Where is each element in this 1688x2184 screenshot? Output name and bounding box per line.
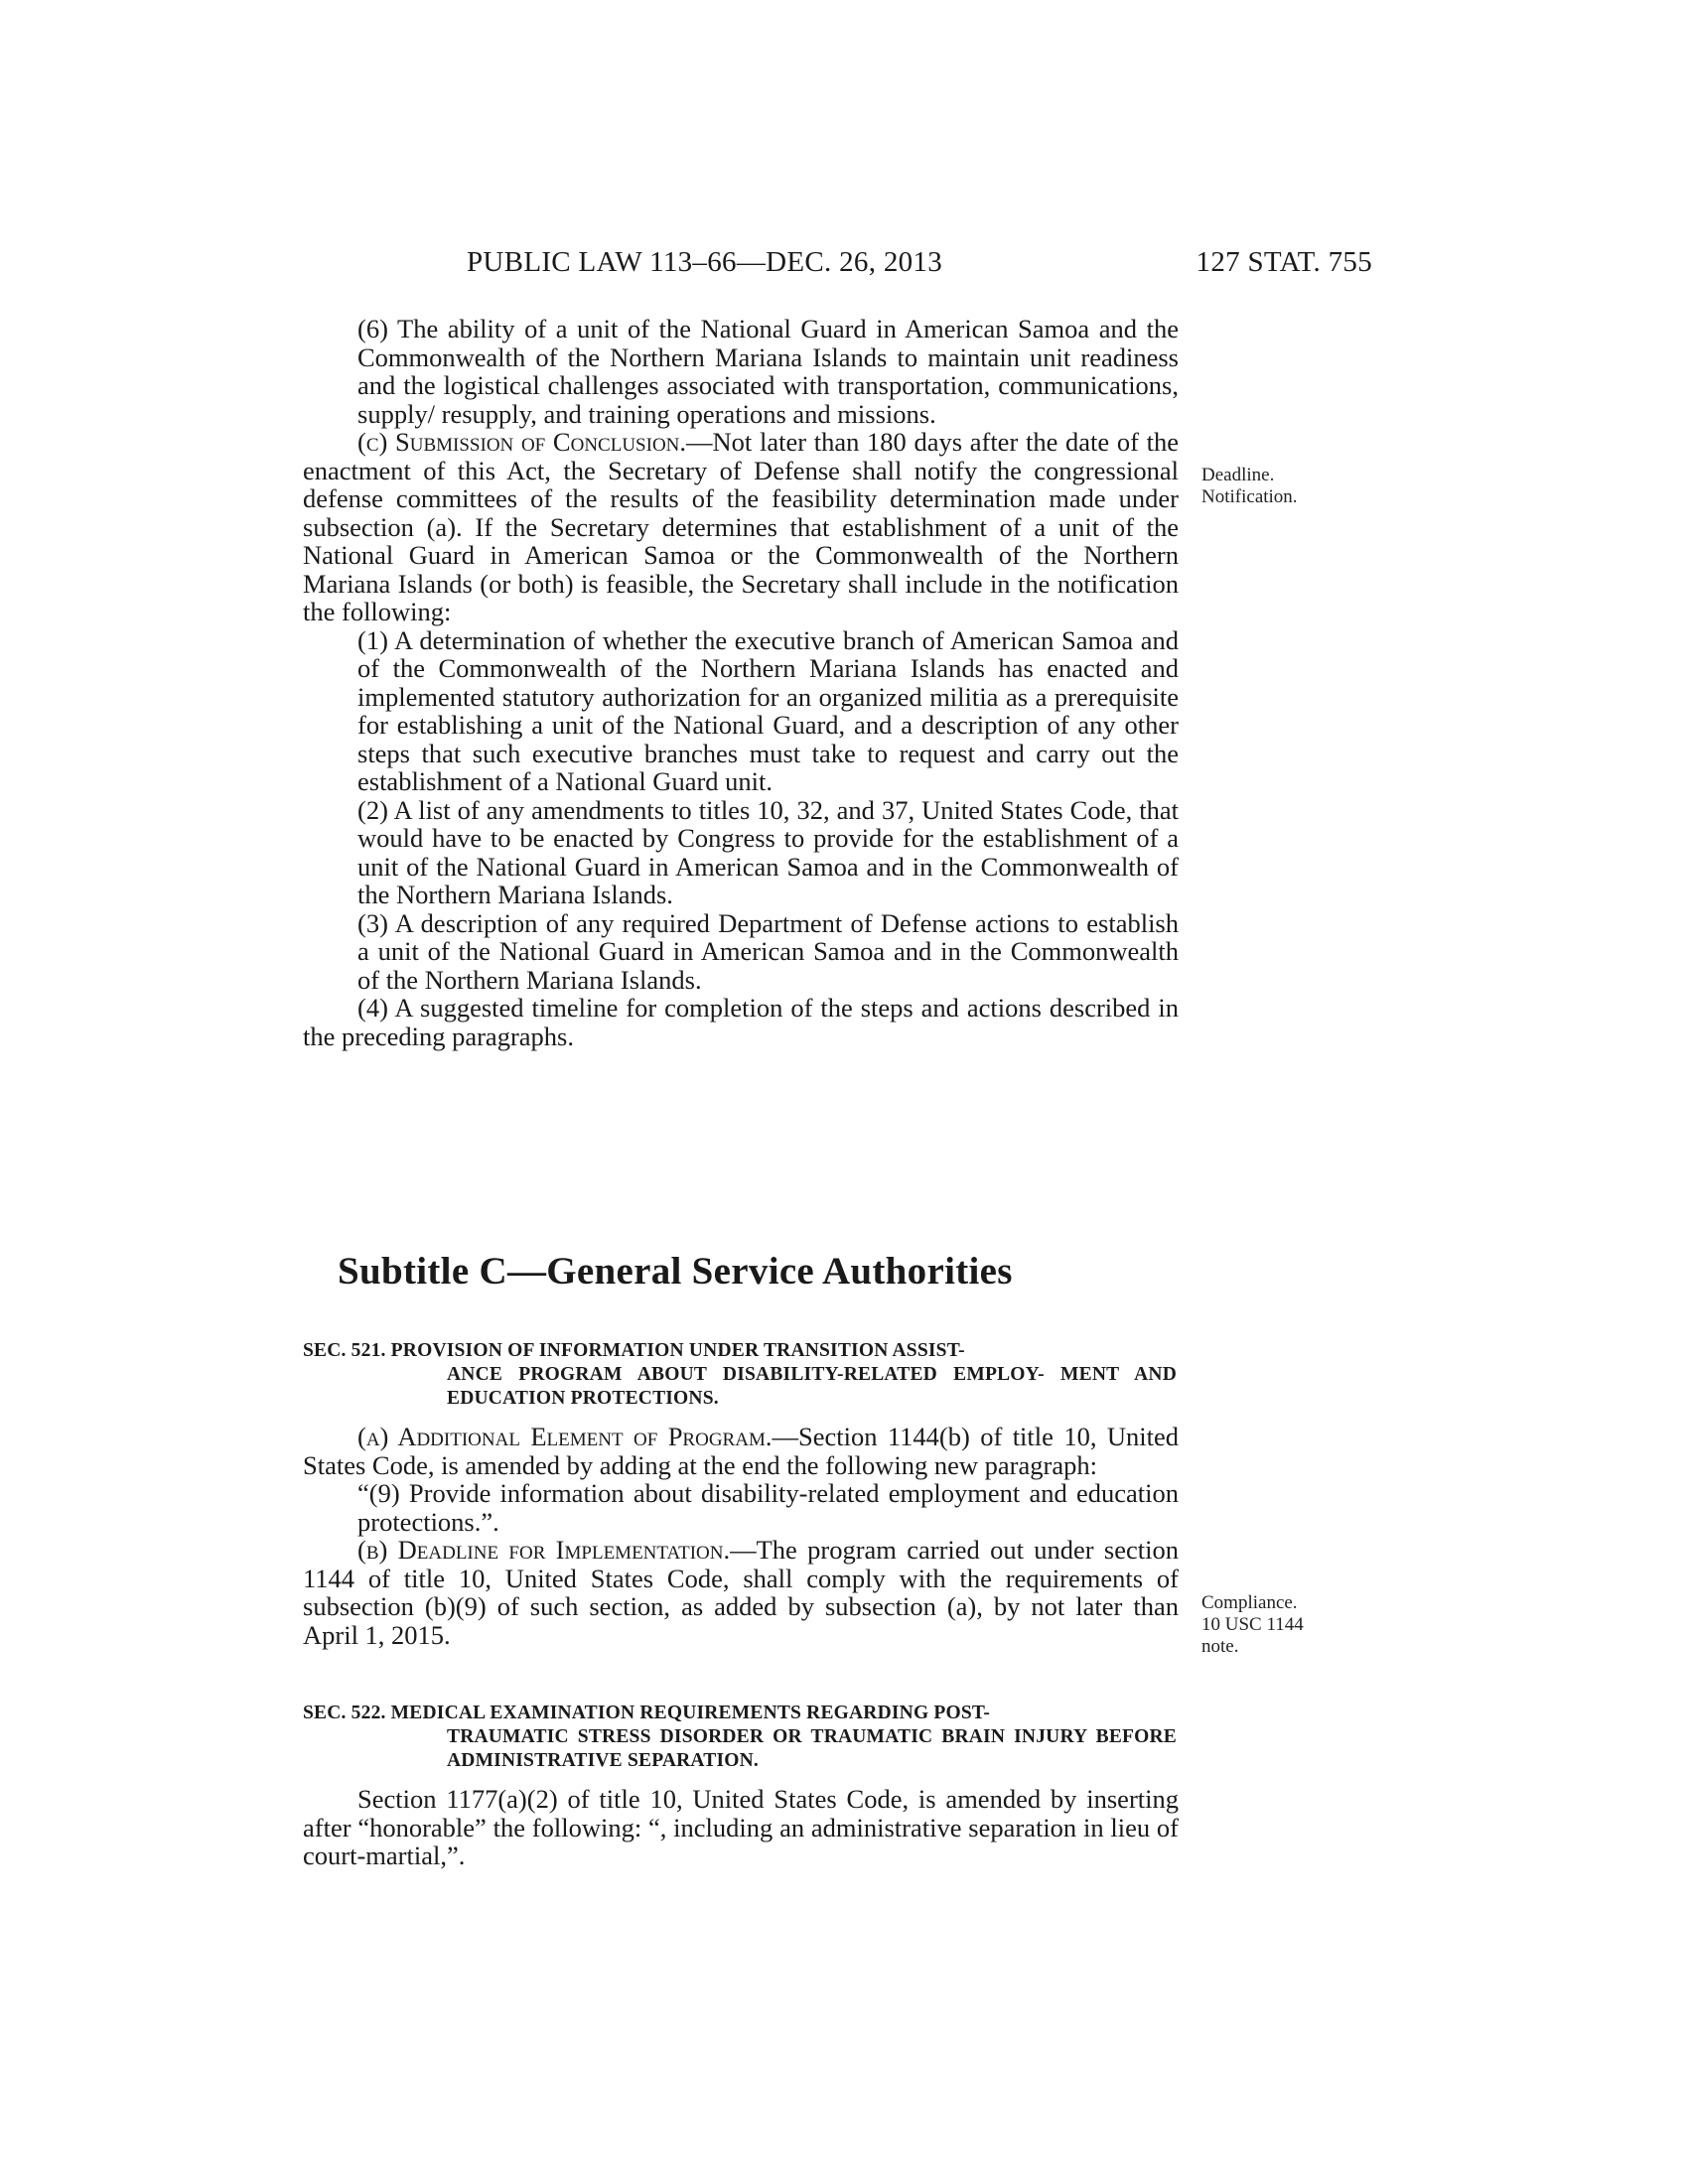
quoted-paragraph-9: “(9) Provide information about disability-related employment and education protections.”. bbox=[357, 1478, 1179, 1537]
margin-note-deadline bbox=[1201, 465, 1298, 508]
subsection-c-heading: (c) Submission of Conclusion. bbox=[357, 427, 687, 457]
subtitle-heading: Subtitle C—General Service Authorities bbox=[338, 1250, 1013, 1293]
section-521-body bbox=[303, 1423, 1179, 1649]
subsection-a bbox=[303, 1423, 1179, 1479]
subsection-b bbox=[303, 1536, 1179, 1649]
stat-page-number: 127 STAT. 755 bbox=[1196, 246, 1372, 278]
subsection-c-text: —Not later than 180 days after the date of the enactment of this Act, the Secretary of Defense shall notify the congressional defense committees of the results of the feasibility determination made under subsection (a). If the Secretary determines that establishment of a unit of the National Guard in American Samoa or the Commonwealth of the Northern Mariana Islands (or both) is feasible, the Secretary shall include in the notification the following: bbox=[303, 427, 1179, 626]
paragraph-3: (3) A description of any required Department of Defense actions to establish a unit of the National Guard in American Samoa and in the Commonwealth of the Northern Mariana Islands. bbox=[357, 907, 1179, 995]
section-521-heading-line-1: SEC. 521. PROVISION OF INFORMATION UNDER TRANSITION ASSIST- bbox=[303, 1340, 965, 1361]
subsection-a-heading: (a) Additional Element of Program. bbox=[357, 1422, 773, 1451]
section-522-heading-line-1: SEC. 522. MEDICAL EXAMINATION REQUIREMENTS REGARDING POST- bbox=[303, 1703, 991, 1723]
paragraph-6: (6) The ability of a unit of the National Guard in American Samoa and the Commonwealth of the Northern Mariana Islands to maintain unit readiness and the logistical challenges associated with transportation, communications, supply/ resupply, and training operations and missions. bbox=[357, 314, 1179, 429]
margin-note-compliance bbox=[1201, 1592, 1304, 1658]
subsection-b-text: —The program carried out under section 1144 of title 10, United States Code, shall comply with the requirements of subsection (b)(9) of such section, as added by subsection (a), by not later than April 1, 2015. bbox=[303, 1535, 1179, 1650]
section-522-body bbox=[303, 1785, 1179, 1870]
margin-note-line: Deadline. bbox=[1201, 465, 1275, 485]
section-522-heading-continued: TRAUMATIC STRESS DISORDER OR TRAUMATIC BRAIN INJURY BEFORE ADMINISTRATIVE SEPARATION. bbox=[447, 1726, 1177, 1771]
text-block-subsection-c bbox=[303, 315, 1179, 1050]
section-521-heading bbox=[303, 1339, 1177, 1411]
margin-note-line: 10 USC 1144 bbox=[1201, 1614, 1304, 1635]
margin-note-line: Notification. bbox=[1201, 486, 1298, 507]
section-521-heading-continued: ANCE PROGRAM ABOUT DISABILITY-RELATED EMPLOY- MENT AND EDUCATION PROTECTIONS. bbox=[447, 1364, 1177, 1409]
subsection-b-heading: (b) Deadline for Implementation. bbox=[357, 1535, 731, 1565]
page-header bbox=[0, 246, 1688, 286]
running-title: PUBLIC LAW 113–66—DEC. 26, 2013 bbox=[467, 246, 943, 278]
margin-note-line: note. bbox=[1201, 1636, 1239, 1657]
paragraph-1: (1) A determination of whether the executive branch of American Samoa and of the Commonwealth of the Northern Mariana Islands has enacted and implemented statutory authorization for an organized militia as a prerequisite for establishing a unit of the National Guard, and a description of any other steps that such executive branches must take to request and carry out the establishment of a National Guard unit. bbox=[357, 624, 1179, 796]
section-522-heading bbox=[303, 1702, 1177, 1773]
paragraph-4: (4) A suggested timeline for completion of the steps and actions described in the preceding paragraphs. bbox=[303, 993, 1179, 1051]
paragraph-2: (2) A list of any amendments to titles 10, 32, and 37, United States Code, that would have to be enacted by Congress to provide for the establishment of a unit of the National Guard in American Samoa and in the Commonwealth of the Northern Mariana Islands. bbox=[357, 794, 1179, 909]
margin-note-line: Compliance. bbox=[1201, 1592, 1298, 1613]
section-522-text: Section 1177(a)(2) of title 10, United States Code, is amended by inserting after “honorable” the following: “, including an administrative separation in lieu of court-martial,”. bbox=[303, 1784, 1179, 1870]
subsection-c bbox=[303, 428, 1179, 626]
subsection-a-text: —Section 1144(b) of title 10, United States Code, is amended by adding at the end the following new paragraph: bbox=[303, 1422, 1179, 1480]
